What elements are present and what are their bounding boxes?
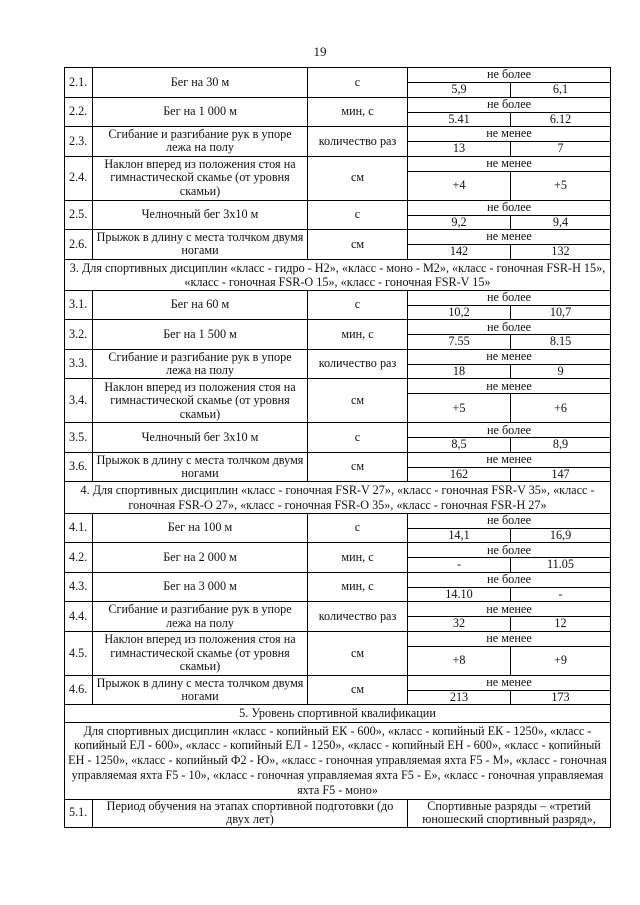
unit: см — [308, 675, 408, 705]
standard-row — [65, 290, 611, 305]
value-boys: 18 — [408, 364, 511, 379]
value-boys: 14,1 — [408, 528, 511, 543]
row-number: 4.5. — [65, 631, 93, 675]
section-text: Для спортивных дисциплин «класс - копийный ЕК - 600», «класс - копийный ЕК - 1250», «класс - копийный ЕЛ - 600», «класс - копийный ЕЛ - 1250», «класс - копийный ЕН - 600», «класс - копийный ЕН - 1250», «класс - копийный Ф2 - Ю», «класс - гоночная управляемая яхта F5 - M», «класс - гоночная управляемая яхта F5 - 10», «класс - гоночная управляемая яхта F5 - E», «класс - гоночная управляемая яхта F5 - моно» — [65, 722, 611, 799]
unit: см — [308, 631, 408, 675]
unit: с — [308, 423, 408, 453]
row-number: 3.3. — [65, 349, 93, 379]
value-boys: 162 — [408, 467, 511, 482]
row-number: 3.5. — [65, 423, 93, 453]
value-girls: 9 — [511, 364, 611, 379]
row-number: 3.6. — [65, 452, 93, 482]
qualifier: не более — [408, 572, 611, 587]
row-number: 4.1. — [65, 513, 93, 543]
value-girls: 132 — [511, 245, 611, 260]
standard-row — [65, 156, 611, 171]
qualifier: не менее — [408, 379, 611, 394]
row-number: 4.3. — [65, 572, 93, 602]
value-boys: 14.10 — [408, 587, 511, 602]
qualifier: не более — [408, 423, 611, 438]
unit: количество раз — [308, 127, 408, 157]
standard-row — [65, 97, 611, 112]
standard-row — [65, 513, 611, 528]
section-header-row — [65, 259, 611, 290]
row-number: 3.4. — [65, 379, 93, 423]
row-number: 2.5. — [65, 200, 93, 230]
value-girls: 6,1 — [511, 83, 611, 98]
row-number: 5.1. — [65, 799, 93, 827]
standard-row — [65, 320, 611, 335]
value-boys: +4 — [408, 171, 511, 200]
value-boys: 5.41 — [408, 112, 511, 127]
value-girls: 147 — [511, 467, 611, 482]
qualifier: не менее — [408, 127, 611, 142]
standards-table — [64, 67, 611, 828]
section-title: 3. Для спортивных дисциплин «класс - гидро - Н2», «класс - моно - М2», «класс - гоночная FSR-H 15», «класс - гоночная FSR-O 15», «класс - гоночная FSR-V 15» — [65, 259, 611, 290]
exercise-name: Сгибание и разгибание рук в упоре лежа на полу — [93, 349, 308, 379]
unit: количество раз — [308, 349, 408, 379]
row-number: 4.6. — [65, 675, 93, 705]
value-girls: 8,9 — [511, 438, 611, 453]
unit: см — [308, 452, 408, 482]
unit: с — [308, 200, 408, 230]
unit: мин, с — [308, 543, 408, 573]
row-number: 2.1. — [65, 68, 93, 98]
value-girls: - — [511, 587, 611, 602]
qualifier: не менее — [408, 675, 611, 690]
qualifier: не более — [408, 68, 611, 83]
exercise-name: Наклон вперед из положения стоя на гимнастической скамье (от уровня скамьи) — [93, 156, 308, 200]
value-girls: +9 — [511, 646, 611, 675]
value-boys: 10,2 — [408, 305, 511, 320]
value-girls: +6 — [511, 394, 611, 423]
value-boys: +5 — [408, 394, 511, 423]
section-header-row — [65, 705, 611, 722]
row-number: 3.1. — [65, 290, 93, 320]
standard-row — [65, 230, 611, 245]
unit: см — [308, 156, 408, 200]
qualifier: не менее — [408, 156, 611, 171]
row-number: 4.4. — [65, 602, 93, 632]
unit: мин, с — [308, 320, 408, 350]
exercise-name: Челночный бег 3х10 м — [93, 423, 308, 453]
exercise-name: Бег на 30 м — [93, 68, 308, 98]
page-number: 19 — [313, 44, 327, 59]
value-girls: 8.15 — [511, 335, 611, 350]
standard-row — [65, 423, 611, 438]
row-number: 3.2. — [65, 320, 93, 350]
qualifier: не более — [408, 320, 611, 335]
standard-row — [65, 543, 611, 558]
value-girls: 16,9 — [511, 528, 611, 543]
value-boys: 32 — [408, 617, 511, 632]
value-girls: 173 — [511, 690, 611, 705]
qualifier: не менее — [408, 602, 611, 617]
standard-row — [65, 127, 611, 142]
exercise-name: Наклон вперед из положения стоя на гимнастической скамье (от уровня скамьи) — [93, 379, 308, 423]
unit: см — [308, 379, 408, 423]
qualifier: не более — [408, 290, 611, 305]
standard-row — [65, 68, 611, 83]
exercise-name: Бег на 60 м — [93, 290, 308, 320]
unit: см — [308, 230, 408, 260]
qualifier: не более — [408, 543, 611, 558]
exercise-name: Прыжок в длину с места толчком двумя ногами — [93, 452, 308, 482]
value-girls: 11.05 — [511, 558, 611, 573]
standard-row — [65, 200, 611, 215]
standard-row — [65, 452, 611, 467]
exercise-name: Бег на 1 000 м — [93, 97, 308, 127]
standard-row — [65, 572, 611, 587]
value-boys: 13 — [408, 142, 511, 157]
value-girls: 7 — [511, 142, 611, 157]
exercise-name: Бег на 2 000 м — [93, 543, 308, 573]
section-text-row — [65, 722, 611, 799]
value-girls: 6.12 — [511, 112, 611, 127]
unit: с — [308, 68, 408, 98]
exercise-name: Бег на 100 м — [93, 513, 308, 543]
row-number: 2.2. — [65, 97, 93, 127]
standard-row — [65, 602, 611, 617]
value-boys: 213 — [408, 690, 511, 705]
exercise-name: Бег на 3 000 м — [93, 572, 308, 602]
value-boys: 8,5 — [408, 438, 511, 453]
unit: мин, с — [308, 97, 408, 127]
value-boys: 9,2 — [408, 215, 511, 230]
qualifier: не менее — [408, 631, 611, 646]
exercise-name: Прыжок в длину с места толчком двумя ногами — [93, 675, 308, 705]
value-boys: 142 — [408, 245, 511, 260]
qualifier: не менее — [408, 349, 611, 364]
unit: мин, с — [308, 572, 408, 602]
value-girls: +5 — [511, 171, 611, 200]
row-number: 2.6. — [65, 230, 93, 260]
standards-table-body — [65, 68, 611, 828]
qualifier: не менее — [408, 452, 611, 467]
qualifier: не более — [408, 97, 611, 112]
value-boys: +8 — [408, 646, 511, 675]
value-girls: 9,4 — [511, 215, 611, 230]
exercise-name: Наклон вперед из положения стоя на гимнастической скамье (от уровня скамьи) — [93, 631, 308, 675]
value-girls: 12 — [511, 617, 611, 632]
row-number: 4.2. — [65, 543, 93, 573]
section-title: 5. Уровень спортивной квалификации — [65, 705, 611, 722]
standard-row — [65, 379, 611, 394]
qualifier: не более — [408, 513, 611, 528]
exercise-name: Прыжок в длину с места толчком двумя ногами — [93, 230, 308, 260]
section-header-row — [65, 482, 611, 513]
row-number: 2.3. — [65, 127, 93, 157]
unit: с — [308, 290, 408, 320]
value-boys: - — [408, 558, 511, 573]
unit: количество раз — [308, 602, 408, 632]
standard-row — [65, 349, 611, 364]
value-boys: 5,9 — [408, 83, 511, 98]
qualifier: не менее — [408, 230, 611, 245]
standard-row — [65, 799, 611, 827]
exercise-name: Сгибание и разгибание рук в упоре лежа на полу — [93, 127, 308, 157]
section-title: 4. Для спортивных дисциплин «класс - гоночная FSR-V 27», «класс - гоночная FSR-V 35», «класс - гоночная FSR-O 27», «класс - гоночная FSR-O 35», «класс - гоночная FSR-H 27» — [65, 482, 611, 513]
period-name: Период обучения на этапах спортивной подготовки (до двух лет) — [93, 799, 408, 827]
unit: с — [308, 513, 408, 543]
row-number: 2.4. — [65, 156, 93, 200]
value-boys: 7.55 — [408, 335, 511, 350]
exercise-name: Бег на 1 500 м — [93, 320, 308, 350]
standard-row — [65, 631, 611, 646]
qualifier: не более — [408, 200, 611, 215]
sport-ranks: Спортивные разряды – «третий юношеский спортивный разряд», — [408, 799, 611, 827]
standard-row — [65, 675, 611, 690]
exercise-name: Сгибание и разгибание рук в упоре лежа на полу — [93, 602, 308, 632]
exercise-name: Челночный бег 3х10 м — [93, 200, 308, 230]
value-girls: 10,7 — [511, 305, 611, 320]
